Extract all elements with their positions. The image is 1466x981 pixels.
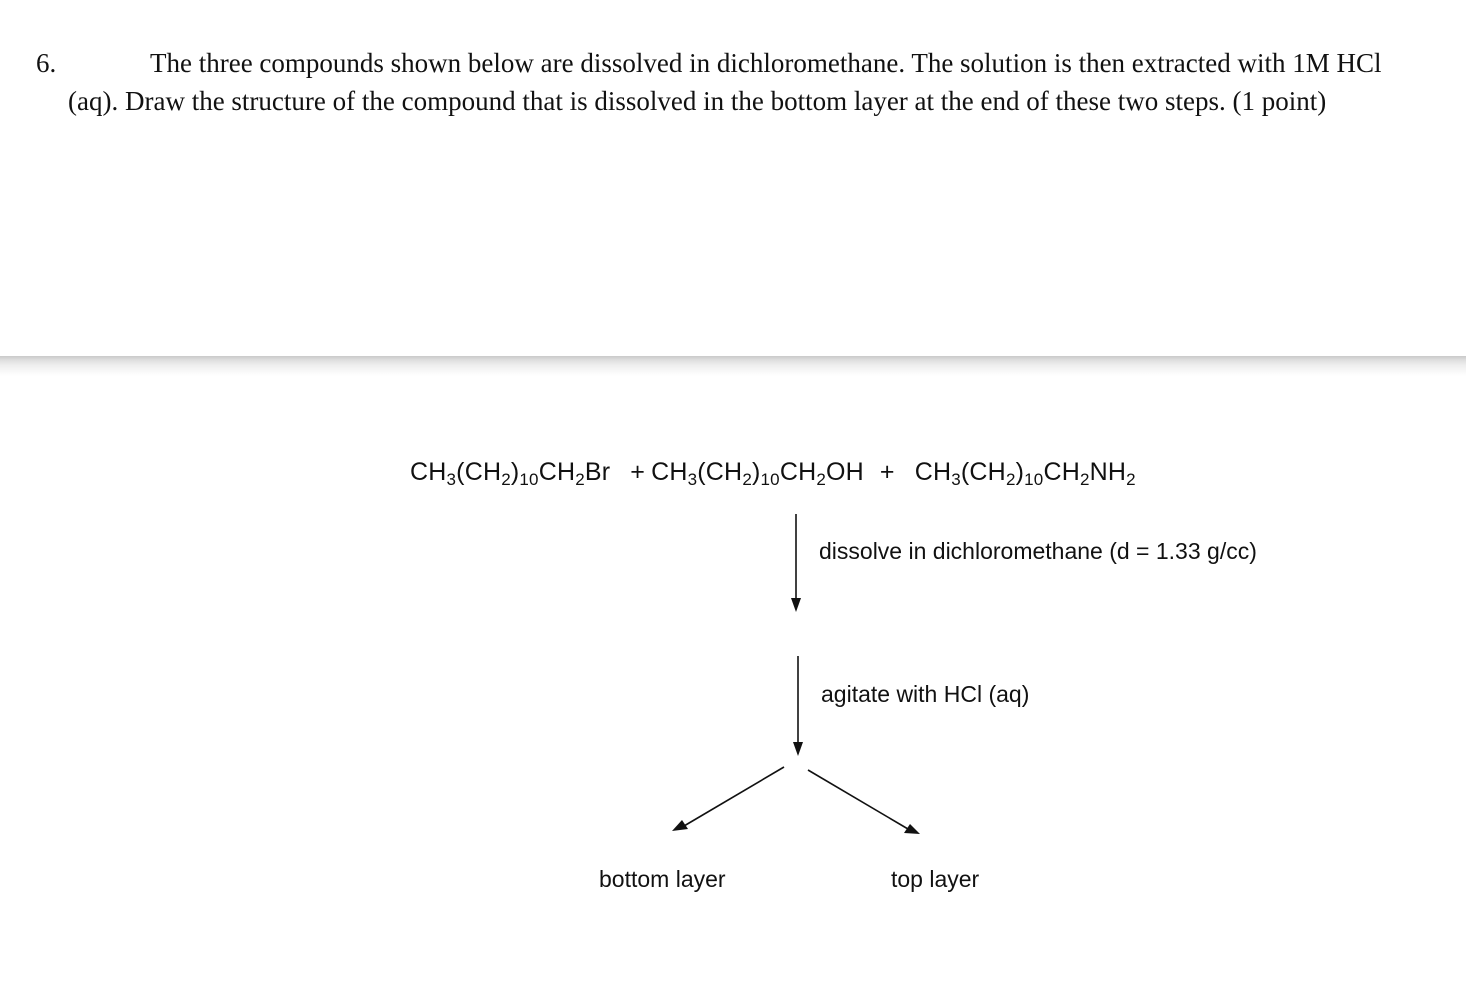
question-block <box>0 0 1466 356</box>
arrow-to-bottom-layer <box>672 767 784 831</box>
compound-alcohol: $CH_3(CH_2)_{10}CH_2OH$ <box>651 458 864 489</box>
compound-amine: $CH_3(CH_2)_{10}CH_2NH_2$ <box>914 458 1136 489</box>
step-1-label: dissolve in dichloromethane (d = 1.33 g/cc) <box>819 538 1257 564</box>
top-layer-label: top layer <box>891 866 980 892</box>
down-arrow-step-1 <box>791 514 801 612</box>
scheme-arrows <box>0 376 1466 981</box>
extraction-scheme <box>0 376 1466 981</box>
page-divider <box>0 356 1466 376</box>
arrow-to-top-layer <box>808 770 920 834</box>
down-arrow-step-2 <box>793 656 803 756</box>
question-number: 6. <box>36 48 57 78</box>
question-text-line-1: The three compounds shown below are dissolved in dichloromethane. The solution is then extracted with 1M HCl <box>150 48 1382 78</box>
step-2-label: agitate with HCl (aq) <box>821 681 1030 707</box>
plus-sign: + <box>879 458 895 486</box>
plus-sign: + <box>630 458 646 486</box>
compound-bromide: $CH_3(CH_2)_{10}CH_2Br$ <box>410 458 611 489</box>
bottom-layer-label: bottom layer <box>599 866 726 892</box>
question-text-line-2: (aq). Draw the structure of the compound that is dissolved in the bottom layer at the end of these two steps. (1 point) <box>68 86 1327 116</box>
